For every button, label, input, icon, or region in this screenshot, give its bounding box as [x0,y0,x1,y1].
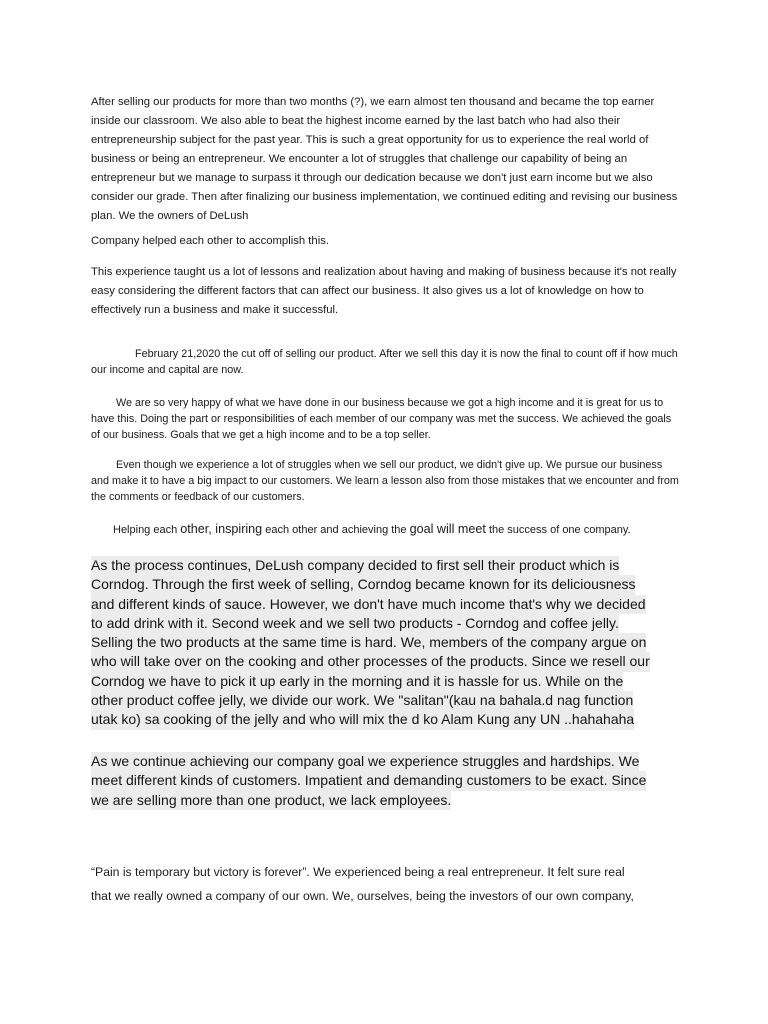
helping-text-part-4: goal will meet [409,522,486,536]
highlight-line: As we continue achieving our company goal we experience struggles and hardships. We [91,752,639,771]
highlight-line: As the process continues, DeLush company decided to first sell their product which is [91,556,619,575]
paragraph-experience-lessons: This experience taught us a lot of lessons and realization about having and making of business because it's not really easy considering the different factors that can affect our business. It also gives us a lot of knowledge on how to effectively run a business and make it successful. [91,266,677,316]
paragraph-happy-results: We are so very happy of what we have done in our business because we got a high income and it is great for us to have this. Doing the part or responsibilities of each member of our company was met the success. We achieved the goals of our business. Goals that we get a high income and to be a top seller. [91,397,672,441]
highlight-line: Corndog. Through the first week of selling, Corndog became known for its deliciousness [91,575,635,594]
highlight-line: who will take over on the cooking and other processes of the products. Since we resell our [91,652,650,671]
helping-text-part-3: each other and achieving the [262,524,410,536]
highlight-line: other product coffee jelly, we divide our work. We "salitan"(kau na bahala.d nag function [91,691,633,710]
quote-line: that we really owned a company of our own. We, ourselves, being the investors of our own company, [91,889,634,903]
paragraph-cut-off-date: February 21,2020 the cut off of selling our product. After we sell this day it is now the final to count off if how much our income and capital are now. [91,348,678,376]
paragraph-top-earner: After selling our products for more than two months (?), we earn almost ten thousand and became the top earner inside our classroom. We also able to beat the highest income earned by the last batch who had also their entrepreneurship subject for the past year. This is such a great opportunity for us to experience the real world of business or being an entrepreneur. We encounter a lot of struggles that challenge our capability of being an entrepreneur but we manage to surpass it through our dedication because we don't just earn income but we also consider our grade. Then after finalizing our business implementation, we continued editing and revising our business plan. We the owners of DeLush [91,96,678,222]
paragraph-pain-quote [91,860,671,908]
helping-text-part-1: Helping each [113,524,181,536]
highlight-line: utak ko) sa cooking of the jelly and who will mix the d ko Alam Kung any UN ..hahahaha [91,710,634,729]
highlight-line: Corndog we have to pick it up early in the morning and it is hassle for us. While on the [91,672,623,691]
helping-text-part-2: other, inspiring [180,522,263,536]
highlighted-block-process [91,556,651,730]
paragraph-struggles: Even though we experience a lot of struggles when we sell our product, we didn't give up. We pursue our business and make it to have a big impact to our customers. We learn a lesson also from those mistakes that we encounter and from the comments or feedback of our customers. [91,459,679,503]
paragraph-company-helped: Company helped each other to accomplish this. [91,235,329,247]
paragraph-helping-each-other [113,519,703,540]
highlight-line: Selling the two products at the same time is hard. We, members of the company argue on [91,633,646,652]
highlight-line: we are selling more than one product, we lack employees. [91,791,451,810]
highlighted-block-goal [91,752,651,810]
highlight-line: to add drink with it. Second week and we sell two products - Corndog and coffee jelly. [91,614,619,633]
highlight-line: and different kinds of sauce. However, we don't have much income that's why we decided [91,595,646,614]
helping-text-part-5: the success of one company. [485,524,631,536]
highlight-line: meet different kinds of customers. Impatient and demanding customers to be exact. Since [91,771,646,790]
quote-line: “Pain is temporary but victory is forever”. We experienced being a real entrepreneur. It felt sure real [91,865,625,879]
